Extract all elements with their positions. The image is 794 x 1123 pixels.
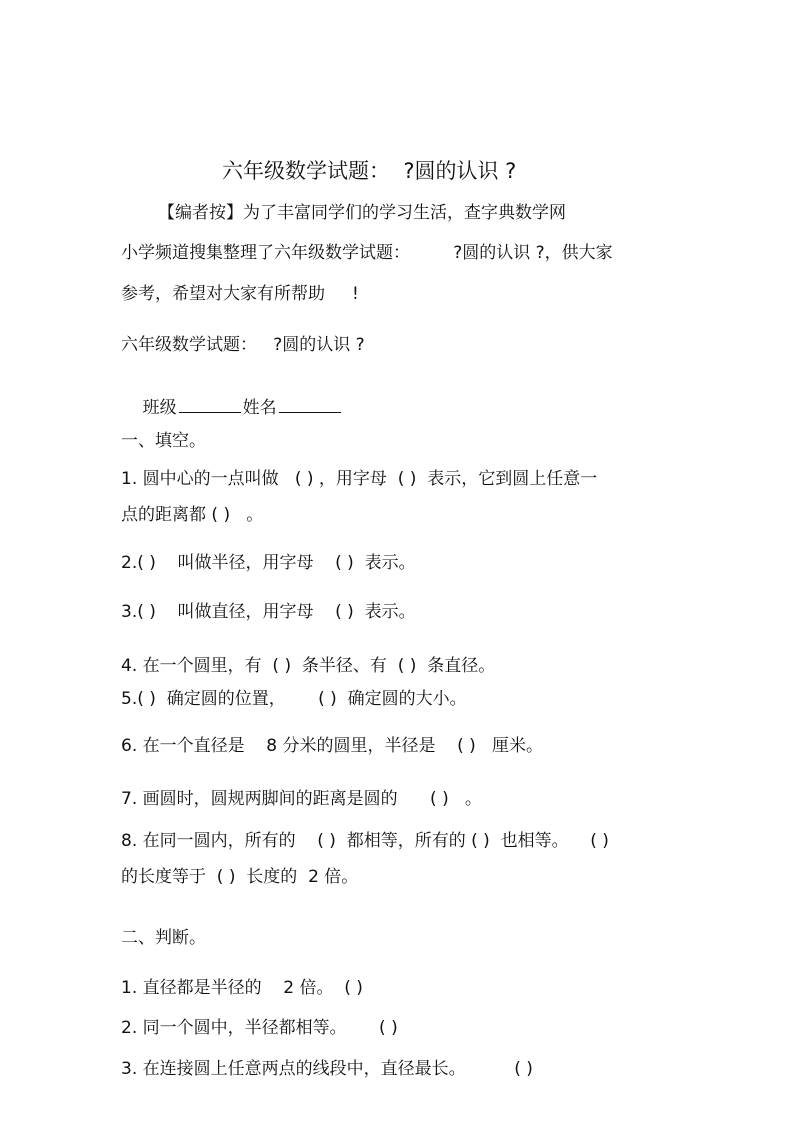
class-label: 班级 [142, 398, 177, 418]
s1-question-5: 5.( ) 确定圆的位置， ( ) 确定圆的大小。 [121, 689, 467, 709]
intro-line-2: 小学频道搜集整理了六年级数学试题： ?圆的认识 ?，供大家 [121, 243, 613, 263]
s1-question-2: 2.( ) 叫做半径，用字母 ( ) 表示。 [121, 553, 416, 573]
s1-question-1a: 1. 圆中心的一点叫做 ( ) ，用字母 ( ) 表示，它到圆上任意一 [121, 469, 598, 489]
section1-heading: 一、填空。 [121, 431, 206, 451]
s1-question-8a: 8. 在同一圆内，所有的 ( ) 都相等，所有的 ( ) 也相等。 ( ) [121, 831, 609, 851]
name-label: 姓名 [242, 398, 277, 418]
s1-question-4: 4. 在一个圆里，有 ( ) 条半径、有 ( ) 条直径。 [121, 656, 496, 676]
page-title: 六年级数学试题： ?圆的认识 ? [222, 159, 517, 183]
name-blank [279, 396, 341, 413]
class-blank [179, 396, 241, 413]
s1-question-7: 7. 画圆时，圆规两脚间的距离是圆的 ( ) 。 [121, 789, 482, 809]
section2-heading: 二、判断。 [121, 928, 206, 948]
subtitle: 六年级数学试题： ?圆的认识 ? [121, 335, 365, 355]
s1-question-1b: 点的距离都 ( ) 。 [121, 505, 264, 525]
intro-line-1: 【编者按】为了丰富同学们的学习生活，查字典数学网 [158, 203, 566, 223]
intro-line-3: 参考，希望对大家有所帮助 ! [121, 284, 359, 304]
s2-question-3: 3. 在连接圆上任意两点的线段中，直径最长。 ( ) [121, 1059, 533, 1079]
s1-question-3: 3.( ) 叫做直径，用字母 ( ) 表示。 [121, 602, 416, 622]
s2-question-1: 1. 直径都是半径的 2 倍。 ( ) [121, 978, 363, 998]
s1-question-6: 6. 在一个直径是 8 分米的圆里，半径是 ( ) 厘米。 [121, 736, 543, 756]
s1-question-8b: 的长度等于 ( ) 长度的 2 倍。 [121, 867, 359, 887]
s2-question-2: 2. 同一个圆中，半径都相等。 ( ) [121, 1018, 398, 1038]
